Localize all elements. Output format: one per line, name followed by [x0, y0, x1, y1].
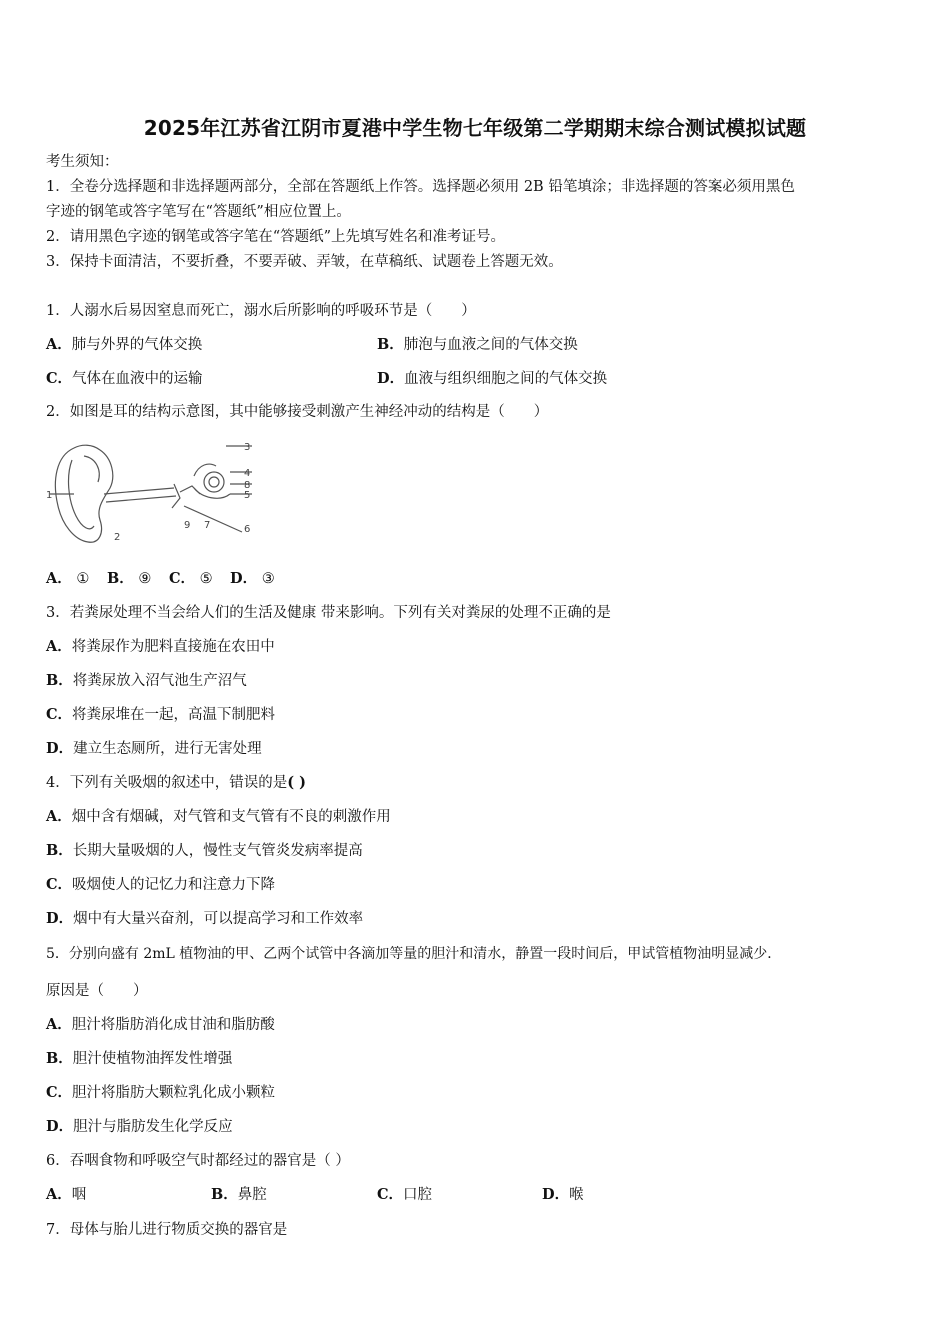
figure-label-8: 8 [244, 480, 251, 491]
q1-option-b: B．肺泡与血液之间的气体交换 [377, 336, 578, 353]
q3-option-c: C．将粪尿堆在一起，高温下制肥料 [46, 706, 276, 723]
figure-label-1: 1 [46, 490, 53, 501]
figure-label-9: 9 [184, 520, 191, 531]
q3-option-b: B．将粪尿放入沼气池生产沼气 [46, 672, 247, 689]
q2-option-b: B． ⑨ [107, 570, 152, 587]
q5-option-a: A．胆汁将脂肪消化成甘油和脂肪酸 [46, 1016, 275, 1033]
figure-label-3: 3 [244, 442, 251, 453]
q4-option-b: B．长期大量吸烟的人，慢性支气管炎发病率提高 [46, 842, 363, 859]
figure-label-6: 6 [244, 524, 251, 535]
q6-option-d: D．喉 [542, 1186, 584, 1203]
figure-label-5: 5 [244, 490, 251, 501]
q7-stem: 7．母体与胎儿进行物质交换的器官是 [46, 1222, 288, 1238]
q2-option-d: D． ③ [230, 570, 275, 587]
figure-label-2: 2 [114, 532, 121, 543]
q1-option-a: A．肺与外界的气体交换 [46, 336, 203, 353]
q6-option-b: B．鼻腔 [211, 1186, 267, 1203]
q1-option-d: D．血液与组织细胞之间的气体交换 [377, 370, 608, 387]
q4-option-c: C．吸烟使人的记忆力和注意力下降 [46, 876, 276, 893]
q6-stem: 6．吞咽食物和呼吸空气时都经过的器官是（ ） [46, 1153, 350, 1169]
q4-option-d: D．烟中有大量兴奋剂，可以提高学习和工作效率 [46, 910, 364, 927]
notice-item-2: 2．请用黑色字迹的钢笔或答字笔在“答题纸”上先填写姓名和准考证号。 [46, 229, 506, 245]
figure-label-4: 4 [244, 468, 251, 479]
page-title: 2025年江苏省江阴市夏港中学生物七年级第二学期期末综合测试模拟试题 [143, 116, 807, 140]
q6-option-a: A．咽 [46, 1186, 87, 1203]
ear-structure-figure [44, 436, 256, 548]
q2-option-c: C． ⑤ [169, 570, 213, 587]
q5-option-d: D．胆汁与脂肪发生化学反应 [46, 1118, 233, 1135]
figure-label-7: 7 [204, 520, 211, 531]
q3-option-a: A．将粪尿作为肥料直接施在农田中 [46, 638, 275, 655]
q5-stem: 5．分别向盛有 2mL 植物油的甲、乙两个试管中各滴加等量的胆汁和清水，静置一段时间后，甲试管植物油明显减少． [46, 946, 782, 962]
q5-option-c: C．胆汁将脂肪大颗粒乳化成小颗粒 [46, 1084, 276, 1101]
q2-stem: 2．如图是耳的结构示意图，其中能够接受刺激产生神经冲动的结构是（ ） [46, 404, 549, 420]
q2-option-a: A． ① [46, 570, 90, 587]
q3-option-d: D．建立生态厕所，进行无害处理 [46, 740, 262, 757]
notice-item-3: 3．保持卡面清洁，不要折叠，不要弄破、弄皱，在草稿纸、试题卷上答题无效。 [46, 254, 563, 270]
q5-stem-cont: 原因是（ ） [46, 983, 148, 999]
notice-item-1: 1．全卷分选择题和非选择题两部分，全部在答题纸上作答。选择题必须用 2B 铅笔填涂；非选择题的答案必须用黑色 [46, 179, 795, 195]
q1-stem: 1．人溺水后易因窒息而死亡，溺水后所影响的呼吸环节是（ ） [46, 303, 476, 319]
q3-stem: 3．若粪尿处理不当会给人们的生活及健康 带来影响。下列有关对粪尿的处理不正确的是 [46, 605, 611, 621]
q6-option-c: C．口腔 [377, 1186, 433, 1203]
q5-option-b: B．胆汁使植物油挥发性增强 [46, 1050, 233, 1067]
q4-stem: 4．下列有关吸烟的叙述中，错误的是( ) [46, 774, 307, 791]
notice-heading: 考生须知： [46, 154, 119, 170]
q1-option-c: C．气体在血液中的运输 [46, 370, 203, 387]
q4-option-a: A．烟中含有烟碱，对气管和支气管有不良的刺激作用 [46, 808, 391, 825]
notice-item-1-cont: 字迹的钢笔或答字笔写在“答题纸”相应位置上。 [46, 204, 351, 220]
